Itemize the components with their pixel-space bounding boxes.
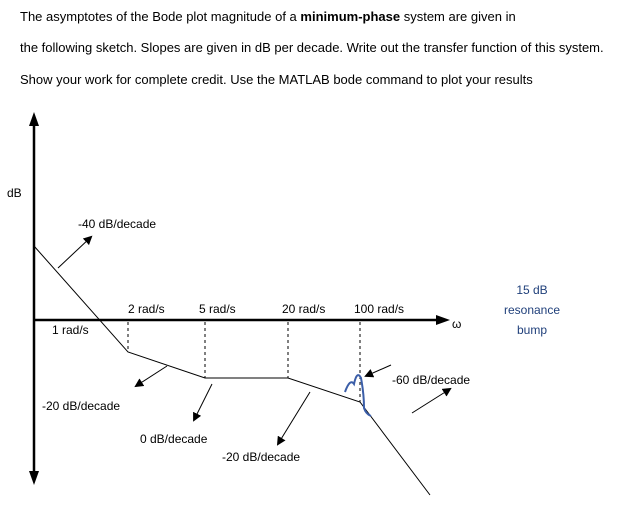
slope-label-1: -40 dB/decade: [78, 217, 157, 231]
question-line-2: the following sketch. Slopes are given in dB per decade. Write out the transfer function of this system.: [20, 40, 604, 55]
minimum-phase-term: minimum-phase: [300, 9, 401, 24]
y-axis-label: dB: [7, 186, 22, 200]
y-axis-arrow-up: [29, 112, 39, 126]
question-line-3: Show your work for complete credit. Use the MATLAB bode command to plot your results: [20, 72, 533, 87]
x-axis-arrow: [436, 315, 450, 325]
x-axis-label: ω: [452, 317, 462, 331]
slope-pointer-4: [278, 392, 310, 444]
y-axis-arrow-down: [29, 471, 39, 485]
slope-pointer-5a: [366, 365, 391, 376]
corner-label-100: 100 rad/s: [354, 302, 405, 316]
slope-label-2: -20 dB/decade: [42, 399, 121, 413]
corner-label-2: 2 rad/s: [128, 302, 165, 316]
corner-label-5: 5 rad/s: [199, 302, 236, 316]
question-line-1-end: system are given in: [400, 9, 516, 24]
question-line-1-start: The asymptotes of the Bode plot magnitude of a: [20, 9, 301, 24]
corner-label-1: 1 rad/s: [52, 323, 89, 337]
slope-pointer-2: [136, 366, 167, 386]
resonance-note-line-1: 15 dB: [516, 283, 548, 297]
slope-label-4: -20 dB/decade: [222, 450, 301, 464]
resonance-note-line-2: resonance: [503, 303, 561, 317]
slope-pointer-5b: [412, 389, 450, 413]
corner-label-20: 20 rad/s: [282, 302, 326, 316]
slope-pointer-1: [58, 237, 91, 268]
slope-label-3: 0 dB/decade: [140, 432, 208, 446]
resonance-bump: [345, 375, 371, 416]
resonance-note-line-3: bump: [516, 323, 548, 337]
slope-pointer-3: [194, 384, 212, 420]
slope-label-5: -60 dB/decade: [392, 373, 471, 387]
